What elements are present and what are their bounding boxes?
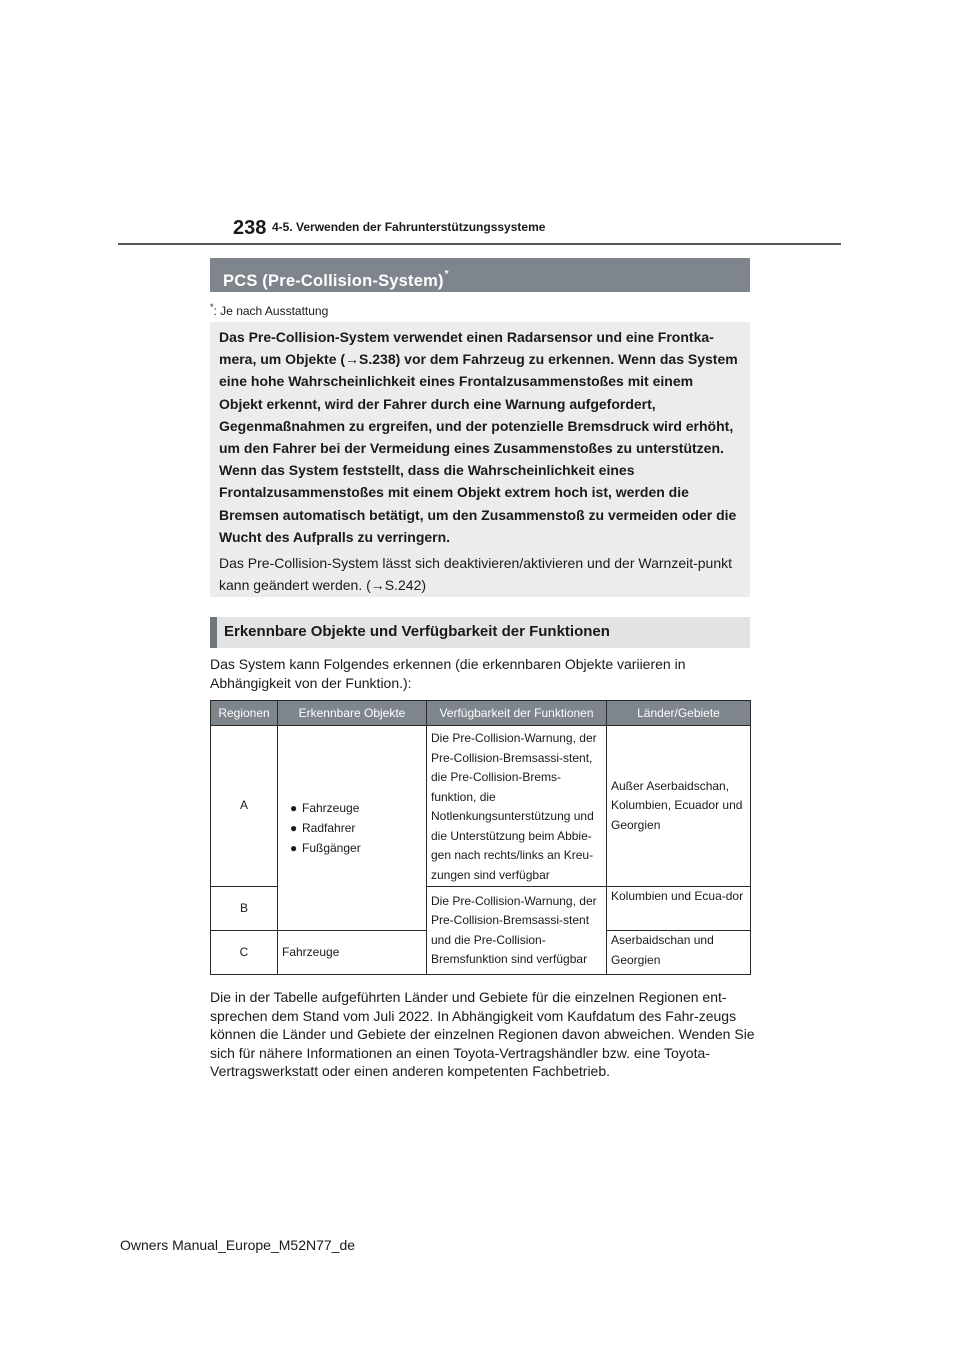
table-header-cell: Verfügbarkeit der Funktionen	[427, 701, 607, 726]
footnote-text: : Je nach Ausstattung	[213, 304, 329, 318]
header-divider	[118, 243, 841, 245]
table-row	[211, 726, 751, 887]
table-header-cell: Länder/Gebiete	[607, 701, 751, 726]
countries-cell: Kolumbien und Ecua-dor	[607, 887, 751, 931]
table-header-cell: Erkennbare Objekte	[278, 701, 427, 726]
region-cell: C	[211, 931, 278, 975]
pcs-intro-box	[210, 322, 750, 597]
pcs-title-bar	[210, 258, 750, 292]
objects-cell: Fahrzeuge	[278, 931, 427, 975]
pcs-intro-bold: Das Pre-Collision-System verwendet einen Radarsensor und eine Frontka-mera, um Objekte (→S.238) vor dem Fahrzeug zu erkennen. Wenn das System eine hohe Wahrscheinlichkeit eines Frontalzusammenstoßes mit einem Objekt erkennt, wird der Fahrer durch eine Warnung aufgefordert, Gegenmaßnahmen zu ergreifen, und der potenzielle Bremsdruck wird erhöht, um den Fahrer bei der Vermeidung eines Zusammenstoßes zu unterstützen. Wenn das System feststellt, dass die Wahrscheinlichkeit eines Frontalzusammenstoßes mit einem Objekt extrem hoch ist, werden die Bremsen automatisch betätigt, um den Zusammenstoß zu vermeiden oder die Wucht des Aufpralls zu verringern.	[219, 329, 738, 545]
table-header-row	[211, 701, 751, 726]
object-label: Fußgänger	[302, 841, 361, 855]
list-item	[290, 818, 422, 838]
object-label: Radfahrer	[302, 821, 356, 835]
region-cell: A	[211, 726, 278, 887]
objects-cell	[278, 726, 427, 931]
objects-heading: Erkennbare Objekte und Verfügbarkeit der Funktionen	[210, 617, 750, 648]
countries-cell: Aserbaidschan und Georgien	[607, 931, 751, 975]
section-title: 4-5. Verwenden der Fahrunterstützungssysteme	[272, 220, 546, 234]
regions-table	[210, 700, 751, 975]
page-number: 238	[233, 217, 267, 239]
availability-cell: Die Pre-Collision-Warnung, der Pre-Collision-Bremsassi-stent und die Pre-Collision-Bremsfunktion sind verfügbar	[427, 887, 607, 975]
pcs-title: PCS (Pre-Collision-System)	[223, 272, 444, 290]
closing-paragraph: Die in der Tabelle aufgeführten Länder und Gebiete für die einzelnen Regionen ent-sprechen dem Stand vom Juli 2022. In Abhängigkeit vom Kaufdatum des Fahr-zeugs können die Länder und Gebiete der einzelnen Regionen davon abweichen. Wenden Sie sich für nähere Informationen an einen Toyota-Vertragshändler bzw. eine Toyota-Vertragswerkstatt oder einen anderen kompetenten Fachbetrieb.	[210, 989, 755, 1079]
pcs-title-mark: *	[444, 269, 449, 280]
table-header-cell: Regionen	[211, 701, 278, 726]
pcs-intro-normal: Das Pre-Collision-System lässt sich deaktivieren/aktivieren und der Warnzeit-punkt kann geändert werden. (→S.242)	[219, 555, 733, 594]
region-cell: B	[211, 887, 278, 931]
footer-text: Owners Manual_Europe_M52N77_de	[120, 1237, 356, 1253]
footnote-mark: *	[210, 302, 214, 312]
footnote	[210, 302, 328, 318]
availability-cell: Die Pre-Collision-Warnung, der Pre-Collision-Bremsassi-stent, die Pre-Collision-Brems-funktion, die Notlenkungsunterstützung und die Unterstützung beim Abbie-gen nach rechts/links an Kreu-zungen sind verfügbar	[427, 726, 607, 887]
countries-cell: Außer Aserbaidschan, Kolumbien, Ecuador und Georgien	[607, 726, 751, 887]
list-item	[290, 838, 422, 858]
objects-list	[282, 798, 422, 858]
bullet-icon: ●	[290, 801, 298, 815]
object-label: Fahrzeuge	[302, 801, 360, 815]
list-item	[290, 798, 422, 818]
objects-intro: Das System kann Folgendes erkennen (die erkennbaren Objekte variieren in Abhängigkeit von der Funktion.):	[210, 656, 686, 691]
bullet-icon: ●	[290, 841, 298, 855]
bullet-icon: ●	[290, 821, 298, 835]
